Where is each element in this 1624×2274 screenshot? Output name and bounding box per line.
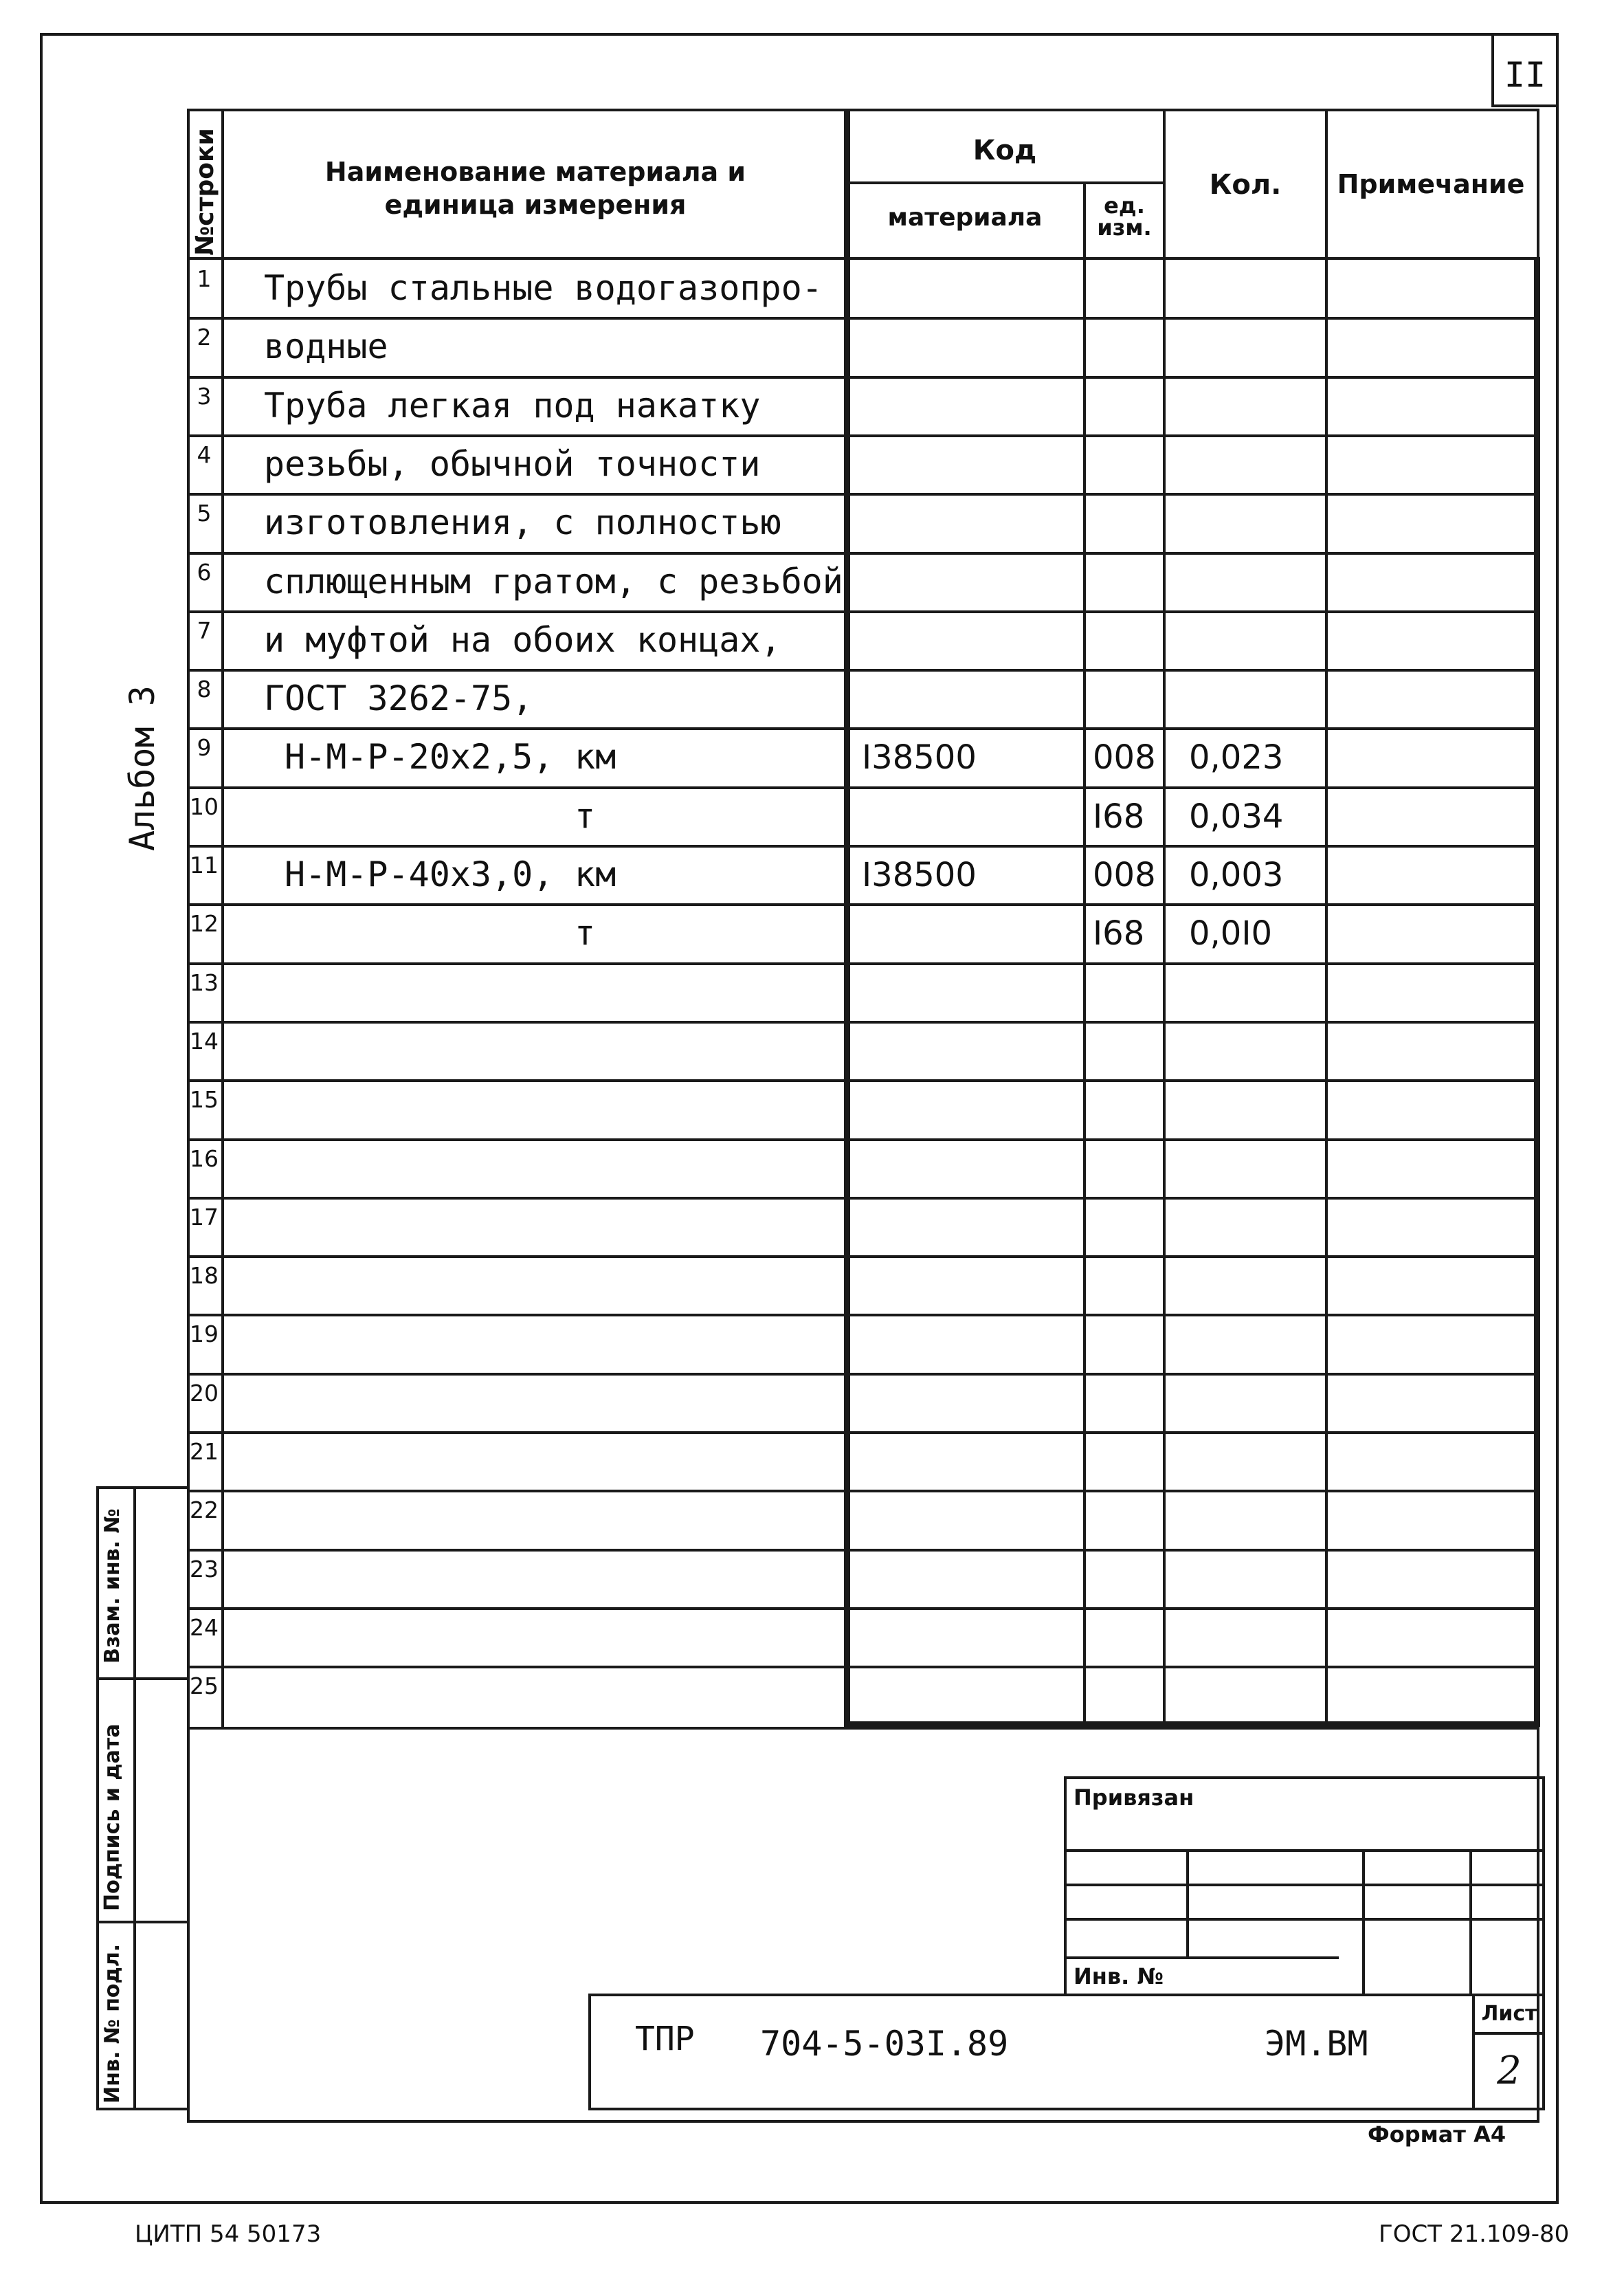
inv-no-label: Инв. №	[1074, 1963, 1164, 1989]
row-line	[187, 1607, 1539, 1610]
row-line	[187, 1314, 1539, 1316]
code-suffix: ЭМ.ВМ	[1265, 2024, 1368, 2064]
row-unit-code: 008	[1093, 856, 1156, 894]
row-line	[187, 376, 1539, 379]
sheet-label: Лист	[1481, 2002, 1537, 2026]
row-line	[187, 493, 1539, 496]
row-number: 19	[190, 1321, 219, 1348]
code-number: 704-5-03I.89	[760, 2024, 1009, 2064]
row-qty: 0,034	[1189, 797, 1284, 836]
row-line	[187, 1373, 1539, 1376]
col-unit-line	[1083, 181, 1086, 1727]
footer-left: ЦИТП 54 50173	[135, 2220, 322, 2248]
header-bottom-line	[187, 257, 1539, 260]
sheet-number: 2	[1497, 2049, 1522, 2093]
side-vzam-inv: Взам. инв. №	[100, 1508, 124, 1664]
row-line	[187, 317, 1539, 320]
row-number: 12	[190, 910, 219, 938]
header-code-unit-1: ед.	[1104, 192, 1145, 219]
side-podpis-data: Подпись и дата	[100, 1723, 124, 1911]
header-name-line1: Наименование материала и	[324, 157, 746, 187]
footer-right: ГОСТ 21.109-80	[1379, 2220, 1570, 2248]
format-label: Формат А4	[1368, 2121, 1506, 2148]
row-name: сплющенным гратом, с резьбой	[264, 561, 843, 601]
row-line	[187, 903, 1539, 906]
row-qty: 0,0I0	[1189, 914, 1273, 953]
row-number: 1	[197, 265, 212, 292]
privyazan-line-2	[1064, 1884, 1545, 1886]
row-name: ГОСТ 3262-75,	[264, 678, 533, 719]
row-name: изготовления, с полностью	[264, 503, 781, 543]
row-qty: 0,023	[1189, 738, 1284, 777]
row-name-unit: км	[575, 737, 616, 777]
row-number: 7	[197, 617, 212, 644]
col-qty-line	[1163, 109, 1166, 1727]
side-inv-podl: Инв. № подл.	[100, 1943, 124, 2104]
row-number: 11	[190, 852, 219, 879]
row-line	[187, 552, 1539, 555]
row-number: 15	[190, 1086, 219, 1114]
row-number: 17	[190, 1203, 219, 1230]
sheet-corner-number: II	[1504, 55, 1546, 95]
row-line	[187, 1079, 1539, 1082]
row-line	[187, 1255, 1539, 1258]
row-line	[187, 1431, 1539, 1434]
row-number: 6	[197, 558, 212, 586]
row-name-unit: т	[575, 795, 596, 836]
row-number: 10	[190, 793, 219, 820]
row-line	[187, 669, 1539, 672]
row-unit-code: I68	[1093, 797, 1145, 836]
col-rownum-line	[221, 109, 224, 1727]
privyazan-line-3	[1064, 1918, 1545, 1921]
row-line	[187, 1666, 1539, 1668]
row-line	[187, 1197, 1539, 1200]
row-number: 22	[190, 1497, 219, 1524]
row-line	[187, 962, 1539, 965]
side-line-2	[96, 1921, 190, 1923]
row-number: 3	[197, 382, 212, 410]
privyazan-v-3	[1469, 1849, 1472, 1996]
privyazan-line-1	[1064, 1849, 1545, 1852]
row-material-code: I38500	[862, 738, 977, 777]
row-number: 13	[190, 969, 219, 996]
col-right-thick-line	[1534, 257, 1540, 1727]
row-name: Н-М-Р-20x2,5,	[285, 737, 554, 777]
row-name: водные	[264, 327, 388, 367]
row-name: резьбы, обычной точности	[264, 443, 761, 484]
privyazan-line-4	[1064, 1956, 1339, 1959]
privyazan-v-2	[1362, 1849, 1365, 1996]
header-row-no: №строки	[191, 128, 219, 256]
header-code-unit-2: изм.	[1097, 214, 1152, 241]
privyazan-label: Привязан	[1074, 1785, 1194, 1811]
row-line	[187, 845, 1539, 848]
header-code-material: материала	[887, 203, 1043, 232]
row-number: 25	[190, 1673, 219, 1700]
row-number: 4	[197, 441, 212, 468]
row-number: 5	[197, 500, 212, 527]
row-line	[187, 1490, 1539, 1492]
row-line	[187, 786, 1539, 789]
header-name-line2: единица измерения	[384, 190, 687, 220]
title-block	[588, 1994, 1545, 2110]
side-inner-line	[133, 1486, 136, 2110]
row-name-unit: т	[575, 913, 596, 953]
row-line	[187, 1138, 1539, 1141]
sheet-cell-split	[1472, 2032, 1545, 2035]
row-line	[187, 434, 1539, 437]
header-note: Примечание	[1337, 169, 1525, 199]
row-number: 20	[190, 1379, 219, 1406]
row-number: 2	[197, 324, 212, 351]
row-name: Трубы стальные водогазопро-	[264, 268, 823, 308]
row-name: Н-М-Р-40x3,0,	[285, 854, 554, 894]
row-qty: 0,003	[1189, 856, 1284, 894]
code-split-line	[847, 181, 1163, 184]
row-line	[187, 1021, 1539, 1024]
col-material-line	[844, 109, 850, 1727]
col-note-line	[1325, 109, 1328, 1727]
stamp-top-line	[187, 1727, 1539, 1730]
album-label: Альбом 3	[122, 685, 162, 851]
row-number: 8	[197, 676, 212, 703]
row-line	[187, 1549, 1539, 1552]
header-qty: Кол.	[1209, 169, 1282, 201]
row-number: 21	[190, 1438, 219, 1465]
side-line-1	[96, 1677, 190, 1680]
row-material-code: I38500	[862, 856, 977, 894]
row-number: 14	[190, 1027, 219, 1055]
row-number: 24	[190, 1613, 219, 1641]
row-number: 16	[190, 1145, 219, 1172]
code-prefix: ТПР	[635, 2020, 695, 2058]
row-line	[187, 727, 1539, 730]
row-number: 18	[190, 1262, 219, 1290]
row-name: и муфтой на обоих концах,	[264, 619, 781, 660]
privyazan-v-1	[1186, 1849, 1189, 1956]
row-number: 9	[197, 734, 212, 762]
row-number: 23	[190, 1555, 219, 1582]
row-name-unit: км	[575, 854, 616, 894]
row-line	[187, 610, 1539, 613]
row-name: Труба легкая под накатку	[264, 385, 761, 426]
row-unit-code: I68	[1093, 914, 1145, 953]
header-code: Код	[972, 135, 1037, 166]
row-unit-code: 008	[1093, 738, 1156, 777]
